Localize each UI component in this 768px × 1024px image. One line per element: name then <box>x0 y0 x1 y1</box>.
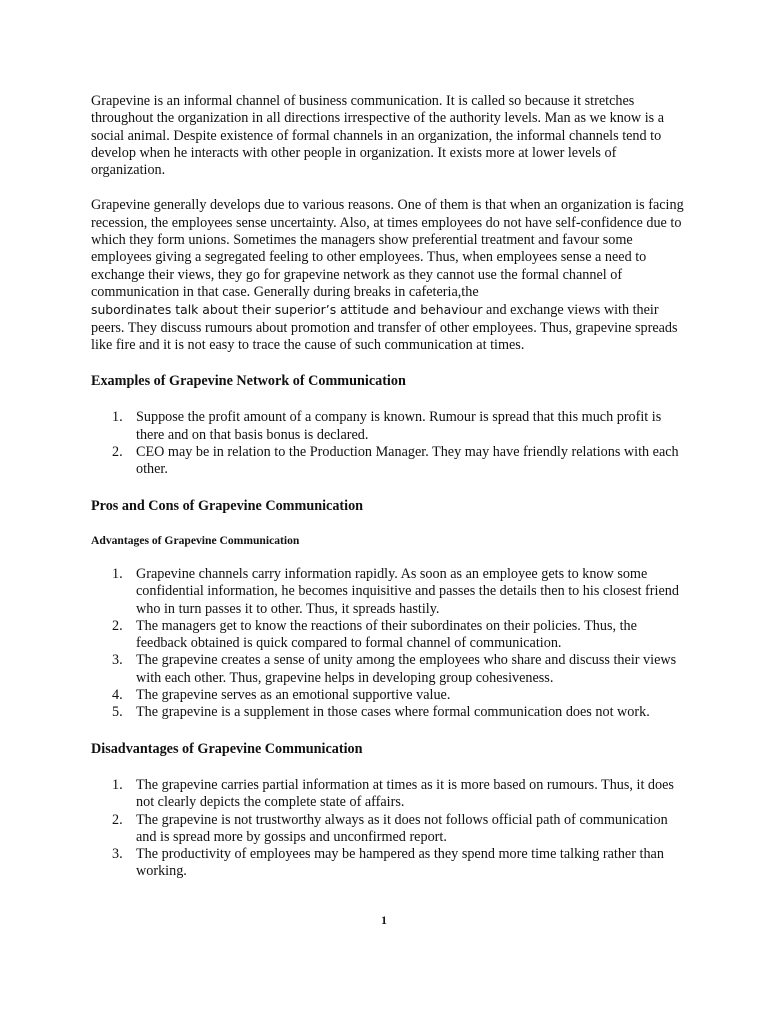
examples-list <box>91 409 691 478</box>
list-number: 1. <box>112 565 123 582</box>
reasons-text-2: subordinates talk about their superior’s attitude and behaviour <box>91 302 483 318</box>
list-item <box>91 704 691 721</box>
list-number: 2. <box>112 811 123 828</box>
list-item <box>91 618 691 653</box>
list-item-text: The grapevine carries partial information at times as it is more based on rumours. Thus, it does not clearly depicts the complete state of affairs. <box>136 776 674 811</box>
list-item-text: Suppose the profit amount of a company is known. Rumour is spread that this much profit is there and on that basis bonus is declared. <box>136 409 662 443</box>
list-item <box>91 652 691 687</box>
list-item-text: The grapevine creates a sense of unity among the employees who share and discuss their views with each other. Thus, grapevine helps in developing group cohesiveness. <box>136 652 677 686</box>
list-item <box>91 409 691 444</box>
reasons-paragraph <box>91 197 691 354</box>
pros-cons-heading: Pros and Cons of Grapevine Communication <box>91 497 364 514</box>
list-number: 4. <box>112 687 123 704</box>
list-number: 2. <box>112 444 123 461</box>
list-item-text: The managers get to know the reactions of their subordinates on their policies. Thus, the feedback obtained is quick compared to formal channel of communication. <box>136 617 637 652</box>
page-number: 1 <box>381 915 387 927</box>
list-number: 5. <box>112 704 123 721</box>
list-item <box>91 444 691 479</box>
list-item <box>91 687 691 704</box>
list-item-text: The productivity of employees may be hampered as they spend more time talking rather than working. <box>136 846 664 880</box>
disadvantages-heading: Disadvantages of Grapevine Communication <box>91 740 363 757</box>
list-number: 1. <box>112 776 123 793</box>
reasons-text-3: and exchange views with their peers. They discuss rumours about promotion and transfer of other employees. Thus, grapevine spreads like fire and it is not easy to trace the cause of such communication at times. <box>91 302 678 353</box>
advantages-list <box>91 566 691 722</box>
list-number: 2. <box>112 617 123 634</box>
list-number: 1. <box>112 409 123 426</box>
intro-paragraph: Grapevine is an informal channel of business communication. It is called so because it stretches throughout the organization in all directions irrespective of the authority levels. Man as we know is a social animal. Despite existence of formal channels in an organization, the informal channels tend to develop when he interacts with other people in organization. It exists more at lower levels of organization. <box>91 93 665 179</box>
list-item-text: Grapevine channels carry information rapidly. As soon as an employee gets to know some confidential information, he becomes inquisitive and passes the details then to his closest friend who in turn passes it to other. Thus, it spreads hastily. <box>136 565 679 617</box>
disadvantages-list <box>91 777 691 881</box>
list-item-text: CEO may be in relation to the Production Manager. They may have friendly relations with each other. <box>136 444 679 478</box>
list-item-text: The grapevine is not trustworthy always as it does not follows official path of communication and is spread more by gossips and unconfirmed report. <box>136 811 668 845</box>
list-number: 3. <box>112 846 123 863</box>
list-item <box>91 846 691 881</box>
list-item-text: The grapevine serves as an emotional supportive value. <box>136 687 451 704</box>
reasons-text-1: Grapevine generally develops due to various reasons. One of them is that when an organization is facing recession, the employees sense uncertainty. Also, at times employees do not have self-confidence due to which they form unions. Sometimes the managers show preferential treatment and favour some employees giving a segregated feeling to other employees. Thus, when employees sense a need to exchange their views, they go for grapevine network as they cannot use the formal channel of communication in that case. Generally during breaks in cafeteria,the <box>91 197 684 300</box>
list-item <box>91 812 691 847</box>
list-item <box>91 777 691 812</box>
list-number: 3. <box>112 652 123 669</box>
list-item <box>91 566 691 618</box>
list-item-text: The grapevine is a supplement in those cases where formal communication does not work. <box>136 704 650 721</box>
advantages-heading: Advantages of Grapevine Communication <box>91 533 300 547</box>
document-page <box>91 93 691 900</box>
examples-heading: Examples of Grapevine Network of Communication <box>91 373 406 390</box>
